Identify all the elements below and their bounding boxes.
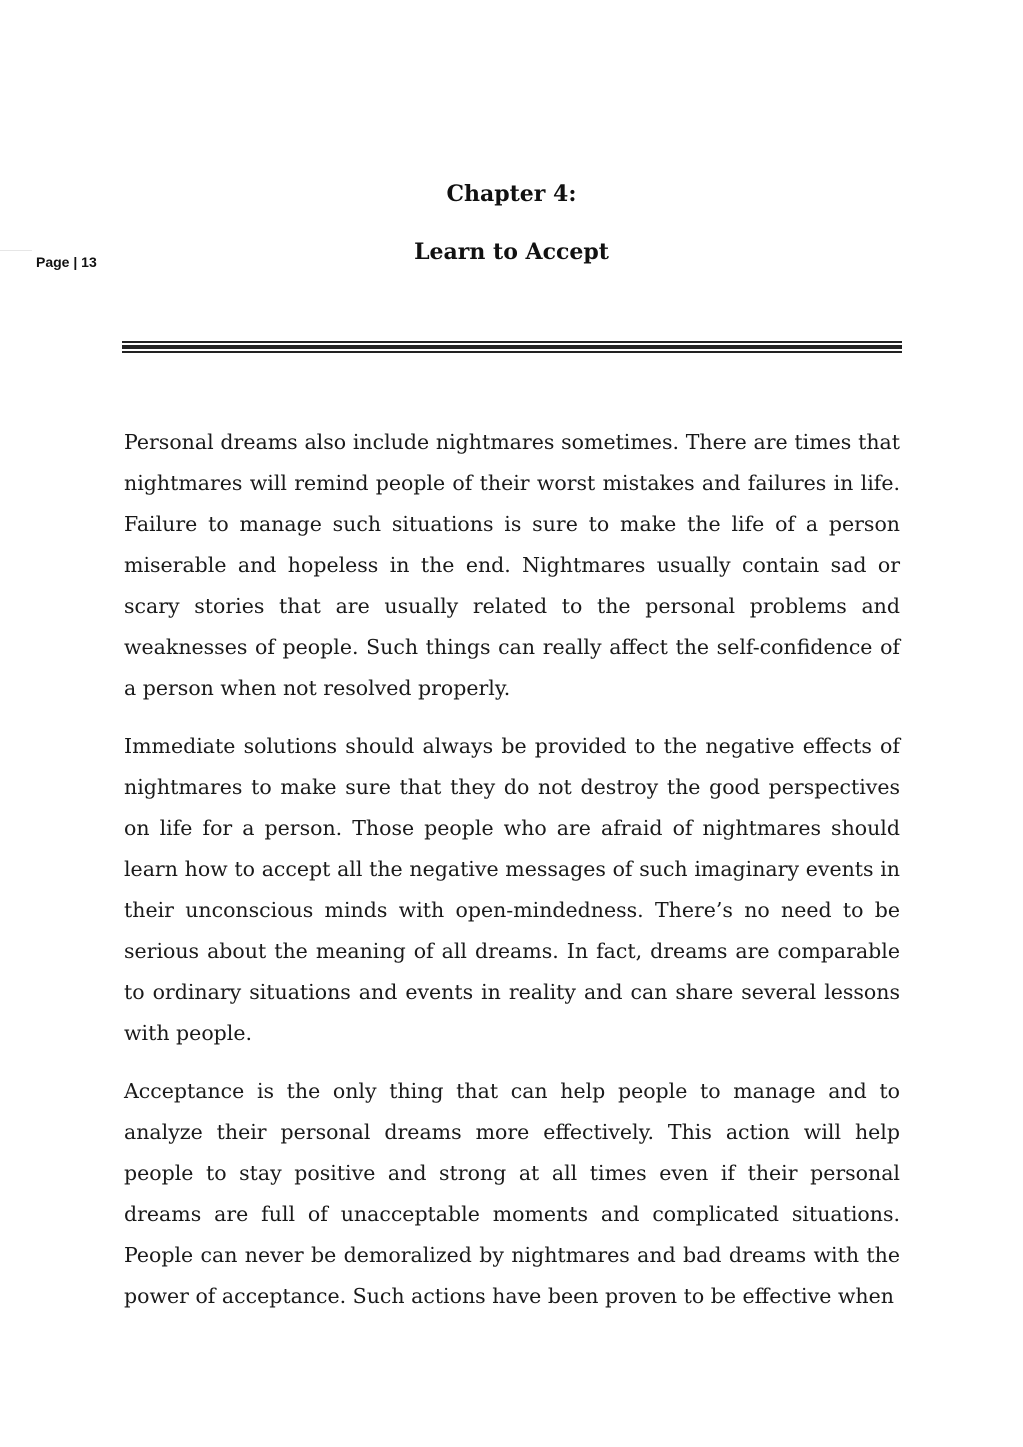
chapter-body	[124, 422, 900, 1334]
paragraph-2: Immediate solutions should always be provided to the negative effects of nightmares to make sure that they do not destroy the good perspectives on life for a person. Those people who are afraid of nightmares should learn how to accept all the negative messages of such imaginary events in their unconscious minds with open-mindedness. There’s no need to be serious about the meaning of all dreams. In fact, dreams are comparable to ordinary situations and events in reality and can share several lessons with people.	[124, 734, 900, 1045]
page-number: Page | 13	[36, 254, 97, 270]
chapter-title: Learn to Accept	[414, 239, 609, 265]
paragraph-3: Acceptance is the only thing that can help people to manage and to analyze their personal dreams more effectively. This action will help people to stay positive and strong at all times even if their personal dreams are full of unacceptable moments and complicated situations. People can never be demoralized by nightmares and bad dreams with the power of acceptance. Such actions have been proven to be effective when	[124, 1079, 900, 1308]
divider-line-bottom	[122, 351, 902, 353]
paragraph-1: Personal dreams also include nightmares sometimes. There are times that nightmares will remind people of their worst mistakes and failures in life. Failure to manage such situations is sure to make the life of a person miserable and hopeless in the end. Nightmares usually contain sad or scary stories that are usually related to the personal problems and weaknesses of people. Such things can really affect the self-confidence of a person when not resolved properly.	[124, 430, 900, 700]
divider-line-middle	[122, 345, 902, 349]
divider-line-top	[122, 341, 902, 343]
chapter-label: Chapter 4:	[446, 181, 577, 207]
